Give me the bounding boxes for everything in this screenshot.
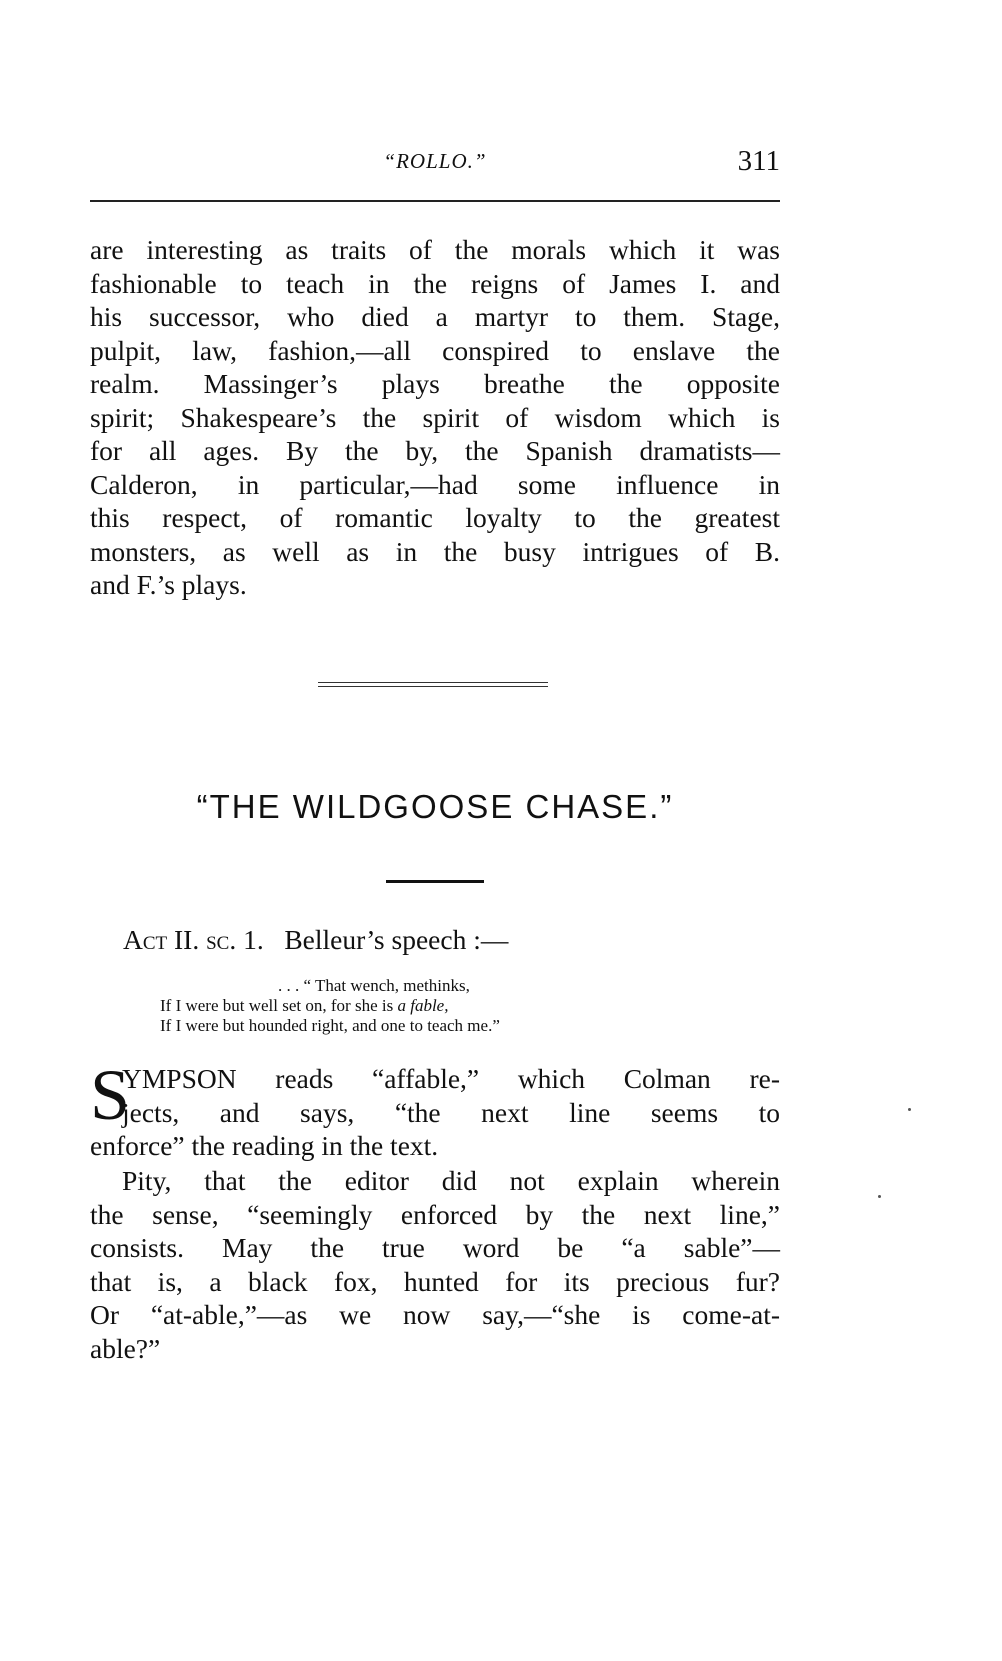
- text-line: that is, a black fox, hunted for its precious fur?: [90, 1265, 780, 1297]
- text-line: Calderon, in particular,—had some influence in: [90, 468, 780, 500]
- section-title: “THE WILDGOOSE CHASE.”: [196, 788, 674, 825]
- text-line: this respect, of romantic loyalty to the greatest: [90, 502, 780, 533]
- running-head: [90, 145, 780, 185]
- text-line: realm. Massinger’s plays breathe the opposite: [90, 368, 780, 399]
- quote-italic: a fable,: [397, 996, 449, 1015]
- quote-text: “ That wench, methinks,: [303, 976, 470, 995]
- text-line: spirit; Shakespeare’s the spirit of wisdom which is: [90, 401, 780, 433]
- ellipsis: . . .: [278, 976, 304, 995]
- text-line: monsters, as well as in the busy intrigues of B.: [90, 535, 780, 567]
- text-line: his successor, who died a martyr to them. Stage,: [90, 301, 780, 332]
- paragraph-2: [90, 1055, 780, 1163]
- act-label: Belleur’s speech :—: [284, 924, 509, 955]
- title-underline-rule: [386, 880, 484, 883]
- print-speck: [908, 1108, 911, 1111]
- quote-text: If I were but well set on, for she is: [160, 996, 398, 1015]
- running-title: “ROLLO.”: [383, 149, 487, 173]
- header-rule: [90, 200, 780, 202]
- print-speck: [878, 1195, 881, 1198]
- paragraph-1: [90, 233, 780, 602]
- text-line: the sense, “seemingly enforced by the next line,”: [90, 1198, 780, 1230]
- quote-line-2: [160, 996, 500, 1016]
- drop-cap: S: [90, 1055, 131, 1135]
- text-line: for all ages. By the by, the Spanish dramatists—: [90, 435, 780, 466]
- paragraph-3: [90, 1164, 780, 1365]
- section-separator-rule: [318, 682, 548, 683]
- book-page: [90, 0, 780, 1661]
- page-number: 311: [737, 145, 780, 177]
- text-line: able?”: [90, 1332, 161, 1364]
- quote-line-3: If I were but hounded right, and one to teach me.”: [160, 1016, 500, 1035]
- text-line: are interesting as traits of the morals which it was: [90, 234, 780, 265]
- act-ref: Act II. sc. 1.: [123, 924, 264, 955]
- section-separator-rule: [318, 686, 548, 687]
- act-reference: [123, 924, 508, 956]
- text-line: Or “at-able,”—as we now say,—“she is come-at-: [90, 1299, 780, 1330]
- text-line: YMPSON reads “affable,” which Colman re-: [122, 1063, 780, 1094]
- quote-line-1: [160, 976, 500, 996]
- text-line: enforce” the reading in the text.: [90, 1130, 439, 1161]
- text-line: consists. May the true word be “a sable”—: [90, 1232, 780, 1263]
- text-line: and F.’s plays.: [90, 569, 247, 600]
- text-line: Pity, that the editor did not explain wherein: [122, 1165, 780, 1196]
- verse-quote: [160, 976, 500, 1036]
- text-line: fashionable to teach in the reigns of James I. and: [90, 267, 780, 299]
- text-line: jects, and says, “the next line seems to: [122, 1096, 780, 1128]
- text-line: pulpit, law, fashion,—all conspired to enslave the: [90, 334, 780, 366]
